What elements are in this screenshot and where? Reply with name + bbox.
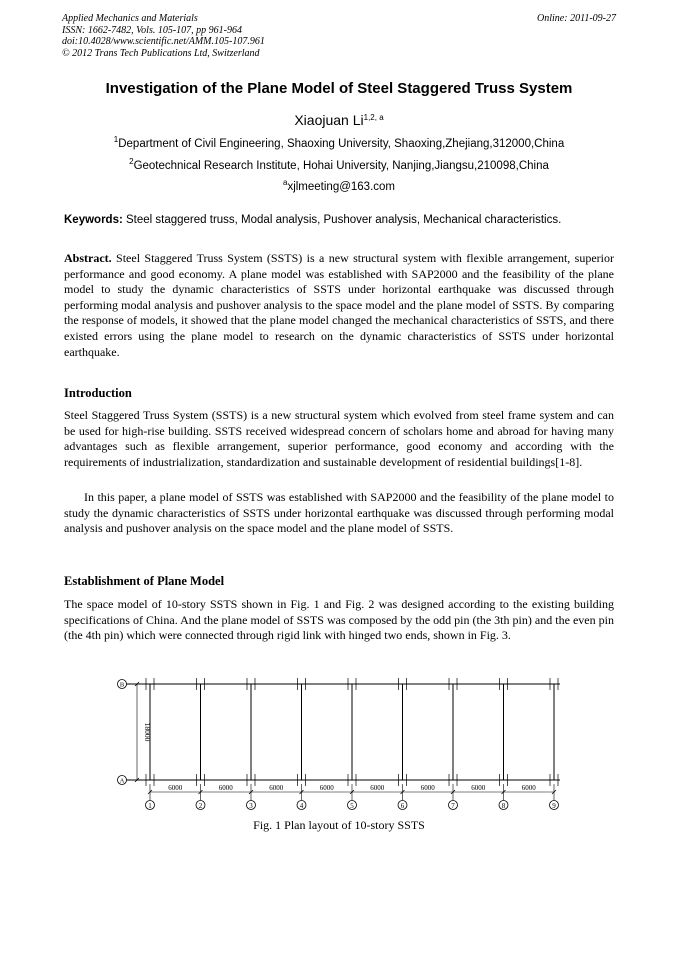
keywords-label: Keywords: <box>64 214 123 226</box>
span-dimension-label: 6000 <box>370 784 385 792</box>
affiliation-text: Geotechnical Research Institute, Hohai University, Nanjing,Jiangsu,210098,China <box>133 160 549 172</box>
figure-1 <box>110 672 570 819</box>
introduction-paragraph-1: Steel Staggered Truss System (SSTS) is a new structural system which evolved from steel frame system and can be used for high-rise building. SSTS received widespread concern of scholars home and abroad for having many advantages such as flexible arrangement, superior performance, good economy and according with the requirements of industrialization, standardization and sustainable development of residential buildings[1-8]. <box>64 408 614 469</box>
axis-label: 8 <box>501 802 506 810</box>
axis-label: 3 <box>249 802 253 810</box>
establishment-heading: Establishment of Plane Model <box>64 574 225 588</box>
span-dimension-label: 6000 <box>319 784 334 792</box>
axis-label: 9 <box>552 802 556 810</box>
span-dimension-label: 6000 <box>168 784 183 792</box>
axis-label: 6 <box>400 802 405 810</box>
span-dimension-label: 6000 <box>471 784 486 792</box>
affiliation-sup: 1 <box>113 135 119 144</box>
journal-issn: ISSN: 1662-7482, Vols. 105-107, pp 961-964 <box>62 24 242 36</box>
axis-label: 1 <box>148 802 152 810</box>
introduction-heading: Introduction <box>64 386 132 400</box>
span-dimension-label: 6000 <box>269 784 284 792</box>
paper-title: Investigation of the Plane Model of Steel Staggered Truss System <box>105 80 573 97</box>
keywords <box>64 214 561 226</box>
affiliation-2 <box>0 157 678 172</box>
row-axis-label: B <box>119 681 125 689</box>
affiliation-sup: 2 <box>129 157 134 166</box>
axis-label: 5 <box>350 802 354 810</box>
online-date: Online: 2011-09-27 <box>537 13 616 24</box>
email-line <box>0 178 678 193</box>
affiliation-text: Department of Civil Engineering, Shaoxing University, Shaoxing,Zhejiang,312000,China <box>118 138 565 150</box>
figure-caption: Fig. 1 Plan layout of 10-story SSTS <box>253 818 425 832</box>
abstract-text: Steel Staggered Truss System (SSTS) is a new structural system with flexible arrangement, superior performance and good economy. A plane model was established with SAP2000 and the feasibility of the plane model to study the dynamic characteristics of SSTS under horizontal earthquake was discussed through performing modal analysis and pushover analysis to the space model and the plane model of SSTS. By comparing the response of models, it showed that the plane model changed the mechanical characteristics of SSTS, and there existed errors using the plane model to research on the dynamic characteristics of SSTS under horizontal earthquake. <box>64 251 614 359</box>
affiliation-1 <box>0 135 678 150</box>
axis-label: 2 <box>198 802 203 810</box>
span-dimension-label: 6000 <box>218 784 233 792</box>
axis-label: 7 <box>451 802 455 810</box>
author-sup: 1,2, a <box>363 113 384 122</box>
journal-info <box>62 13 265 59</box>
abstract-label: Abstract. <box>64 251 112 265</box>
author-name: Xiaojuan Li <box>294 112 364 128</box>
abstract <box>64 251 614 360</box>
axis-label: 4 <box>299 802 304 810</box>
journal-copyright: © 2012 Trans Tech Publications Ltd, Switzerland <box>62 47 260 59</box>
establishment-paragraph: The space model of 10-story SSTS shown in Fig. 1 and Fig. 2 was designed according to the existing building specifications of China. And the plane model of SSTS was composed by the odd pin (the 3th pin) and the even pin (the 4th pin) which were connected through rigid link with hinged two ends, shown in Fig. 3. <box>64 597 614 643</box>
journal-doi: doi:10.4028/www.scientific.net/AMM.105-107.961 <box>62 36 265 47</box>
email-link[interactable]: xjlmeeting@163.com <box>287 181 395 193</box>
introduction-paragraph-2: In this paper, a plane model of SSTS was established with SAP2000 and the feasibility of the plane model to study the dynamic characteristics of SSTS under horizontal earthquake was discussed through performing modal analysis and pushover analysis on the space model and the plane model of SSTS. <box>64 490 614 536</box>
plan-layout-diagram <box>110 672 570 814</box>
height-dimension-label: 18000 <box>143 722 152 742</box>
email-sup: a <box>282 178 288 187</box>
author-line <box>0 112 678 128</box>
row-axis-label: A <box>119 777 125 785</box>
journal-name: Applied Mechanics and Materials <box>62 13 198 24</box>
span-dimension-label: 6000 <box>420 784 435 792</box>
span-dimension-label: 6000 <box>521 784 536 792</box>
keywords-text: Steel staggered truss, Modal analysis, Pushover analysis, Mechanical characteristics. <box>122 214 562 226</box>
